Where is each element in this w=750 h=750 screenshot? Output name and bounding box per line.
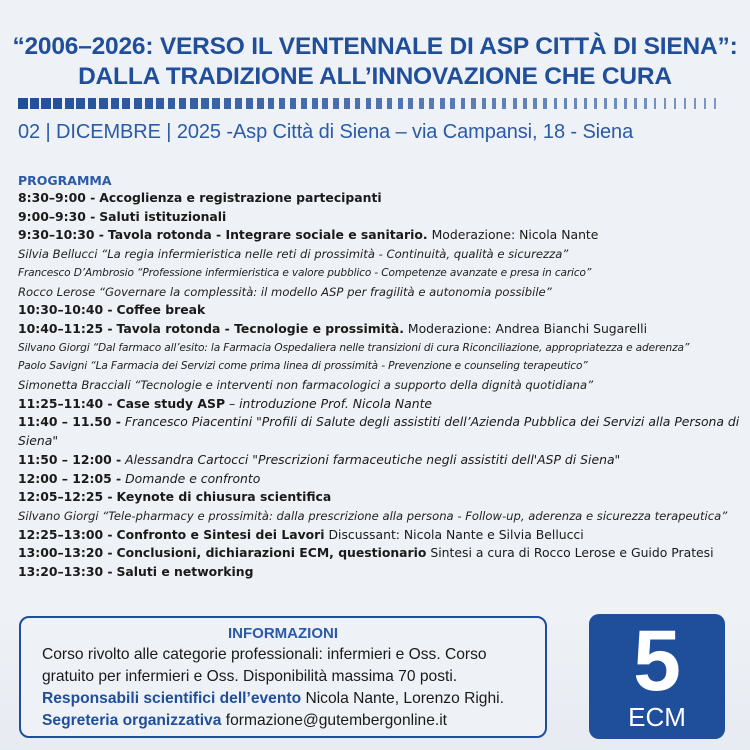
dash-segment [564, 98, 567, 109]
info-body [42, 644, 542, 732]
program-schedule-item [18, 189, 743, 208]
dash-segment [18, 98, 28, 109]
schedule-time: 12:00 – 12:05 - [18, 470, 122, 486]
info-availability-line: gratuito per infermieri e Oss. Disponibilità massima 70 posti. [42, 668, 458, 685]
speaker-talk-text: Silvano Giorgi “Tele-pharmacy e prossimità: dalla prescrizione alla persona - Follow-up, aderenza e sicurezza terapeutica” [18, 508, 728, 523]
program-speaker-talk [18, 376, 743, 395]
event-title [0, 32, 750, 92]
event-date-location: 02 | DICEMBRE | 2025 -Asp Città di Siena – via Campansi, 18 - Siena [18, 121, 634, 143]
program-schedule-item [18, 544, 743, 563]
speaker-talk-text: Francesco D’Ambrosio “Professione infermieristica e valore pubblico - Competenze avanzate e presa in carico” [18, 266, 592, 279]
program-schedule-item [18, 488, 743, 507]
schedule-time: 9:30–10:30 - [18, 227, 104, 243]
schedule-detail: Alessandra Cartocci "Prescrizioni farmaceutiche negli assistiti dell'ASP di Siena" [125, 451, 621, 467]
dash-segment [429, 98, 434, 109]
dash-segment [461, 98, 465, 109]
schedule-time: 12:25–13:00 - [18, 526, 113, 542]
dash-segment [533, 98, 537, 109]
schedule-time: 9:00–9:30 - [18, 208, 96, 224]
schedule-time: 10:40–11:25 - [18, 320, 113, 336]
dash-segment [179, 98, 187, 109]
dash-segment [502, 98, 506, 109]
speaker-talk-text: Rocco Lerose “Governare la complessità: il modello ASP per fragilità e autonomia possibile” [18, 284, 552, 299]
scientific-leads-value: Nicola Nante, Lorenzo Righi. [305, 690, 504, 707]
schedule-note: Moderazione: Andrea Bianchi Sugarelli [407, 320, 648, 336]
secretariat-email-link[interactable]: formazione@gutembergonline.it [225, 712, 448, 729]
dash-segment [440, 98, 445, 109]
program-speaker-talk [18, 245, 743, 264]
schedule-title: Keynote di chiusura scientifica [116, 489, 332, 505]
program-heading: PROGRAMMA [18, 173, 112, 188]
program-section [18, 173, 743, 582]
info-secretariat [42, 710, 542, 732]
dash-segment [634, 98, 636, 109]
ecm-credits-number: 5 [633, 613, 681, 709]
schedule-note: Discussant: Nicola Nante e Silvia Bellucci [328, 526, 584, 542]
program-schedule-item [18, 208, 743, 227]
event-title-line-1: “2006–2026: VERSO IL VENTENNALE DI ASP CITTÀ DI SIENA”: [12, 33, 738, 60]
dash-segment [201, 98, 208, 109]
dash-segment [684, 98, 686, 109]
ecm-credits-badge [589, 614, 725, 739]
info-scientific-leads [42, 688, 542, 710]
dash-segment [624, 98, 627, 109]
dash-segment [704, 98, 706, 109]
dash-segment [53, 98, 62, 109]
dash-segment [694, 98, 696, 109]
dash-segment [344, 98, 350, 109]
speaker-talk-text: Silvano Giorgi “Dal farmaco all’esito: la Farmacia Ospedaliera nelle transizioni di cura Riconciliazione, appropriatezza e aderenza” [18, 341, 690, 354]
dash-segment [614, 98, 617, 109]
dash-segment [398, 98, 403, 109]
schedule-time: 11:25–11:40 - [18, 395, 113, 411]
dash-segment [312, 98, 318, 109]
dash-segment [279, 98, 286, 109]
dash-segment [604, 98, 607, 109]
decorative-dash-divider [18, 98, 718, 109]
schedule-detail: Francesco Piacentini "Profili di Salute degli assistiti dell’Azienda Pubblica dei Servizi alla Persona di Siena" [18, 414, 740, 449]
info-audience-line: Corso rivolto alle categorie professionali: infermieri e Oss. Corso [42, 646, 487, 663]
speaker-talk-text: Paolo Savigni “La Farmacia dei Servizi come prima linea di prossimità - Prevenzione e counseling terapeutico” [18, 360, 588, 373]
dash-segment [65, 98, 74, 109]
dash-segment [355, 98, 361, 109]
program-schedule-item [18, 395, 743, 414]
dash-segment [584, 98, 587, 109]
program-schedule-item [18, 451, 743, 470]
dash-segment [654, 98, 656, 109]
schedule-time: 11:40 – 11.50 - [18, 414, 121, 430]
program-schedule-item [18, 563, 743, 582]
program-speaker-talk [18, 283, 743, 302]
dash-segment [574, 98, 577, 109]
dash-segment [224, 98, 231, 109]
schedule-title: Accoglienza e registrazione partecipanti [99, 190, 382, 205]
program-speaker-talk [18, 507, 743, 526]
info-box [19, 616, 547, 738]
program-list [18, 189, 743, 582]
program-speaker-talk [18, 357, 743, 376]
dash-segment [450, 98, 455, 109]
scientific-leads-label: Responsabili scientifici dell’evento [42, 690, 302, 707]
schedule-time: 10:30–10:40 - [18, 302, 113, 318]
dash-segment [88, 98, 97, 109]
dash-segment [156, 98, 164, 109]
info-heading: INFORMAZIONI [228, 625, 338, 642]
program-schedule-item [18, 226, 743, 245]
program-schedule-item [18, 526, 743, 545]
ecm-label: ECM [628, 702, 686, 732]
dash-segment [419, 98, 424, 109]
dash-segment [387, 98, 392, 109]
dash-segment [664, 98, 666, 109]
dash-segment [714, 98, 716, 109]
dash-segment [145, 98, 153, 109]
dash-segment [482, 98, 486, 109]
event-title-line-2: DALLA TRADIZIONE ALL’INNOVAZIONE CHE CURA [78, 63, 672, 90]
dash-segment [471, 98, 475, 109]
dash-segment [674, 98, 676, 109]
dash-segment [523, 98, 527, 109]
schedule-note: Moderazione: Nicola Nante [431, 227, 599, 243]
schedule-time: 13:20–13:30 - [18, 564, 113, 580]
dash-segment [322, 98, 328, 109]
dash-segment [41, 98, 50, 109]
speaker-talk-text: Silvia Bellucci “La regia infermieristica nelle reti di prossimità - Continuità, qualità e sicurezza” [18, 247, 569, 262]
dash-segment [168, 98, 176, 109]
dash-segment [554, 98, 557, 109]
secretariat-label: Segreteria organizzativa [42, 712, 222, 729]
program-schedule-item [18, 301, 743, 320]
schedule-title: Case study ASP [116, 395, 226, 411]
dash-segment [76, 98, 85, 109]
dash-segment [333, 98, 339, 109]
program-speaker-talk [18, 339, 743, 358]
dash-segment [594, 98, 597, 109]
dash-segment [376, 98, 381, 109]
dash-segment [513, 98, 517, 109]
program-speaker-talk [18, 264, 743, 283]
dash-segment [257, 98, 264, 109]
dash-segment [290, 98, 296, 109]
dash-segment [111, 98, 119, 109]
speaker-talk-text: Simonetta Bracciali “Tecnologie e interventi non farmacologici a supporto della dignità quotidiana” [18, 378, 594, 393]
program-schedule-item [18, 413, 743, 450]
schedule-title: Saluti e networking [116, 564, 254, 580]
dash-segment [134, 98, 142, 109]
schedule-title: Tavola rotonda - Tecnologie e prossimità. [116, 320, 404, 336]
schedule-time: 12:05–12:25 - [18, 489, 113, 505]
dash-segment [246, 98, 253, 109]
schedule-title: Confronto e Sintesi dei Lavori [116, 526, 325, 542]
dash-segment [235, 98, 242, 109]
schedule-time: 8:30–9:00 - [18, 190, 96, 205]
dash-segment [301, 98, 307, 109]
schedule-title: Saluti istituzionali [99, 208, 227, 224]
schedule-time: 11:50 – 12:00 - [18, 451, 122, 467]
schedule-title: Tavola rotonda - Integrare sociale e sanitario. [107, 227, 428, 243]
dash-segment [492, 98, 496, 109]
dash-segment [268, 98, 275, 109]
schedule-title: Coffee break [116, 302, 206, 318]
schedule-detail: – introduzione Prof. Nicola Nante [228, 395, 433, 411]
dash-segment [543, 98, 546, 109]
dash-segment [366, 98, 372, 109]
dash-segment [212, 98, 219, 109]
schedule-note: Sintesi a cura di Rocco Lerose e Guido Pratesi [430, 545, 714, 561]
dash-segment [408, 98, 413, 109]
dash-segment [30, 98, 39, 109]
dash-segment [190, 98, 198, 109]
program-schedule-item [18, 470, 743, 489]
dash-segment [122, 98, 130, 109]
schedule-detail: Domande e confronto [125, 470, 261, 486]
schedule-title: Conclusioni, dichiarazioni ECM, questionario [116, 545, 427, 561]
dash-segment [99, 98, 108, 109]
dash-segment [644, 98, 646, 109]
schedule-time: 13:00–13:20 - [18, 545, 113, 561]
program-schedule-item [18, 320, 743, 339]
